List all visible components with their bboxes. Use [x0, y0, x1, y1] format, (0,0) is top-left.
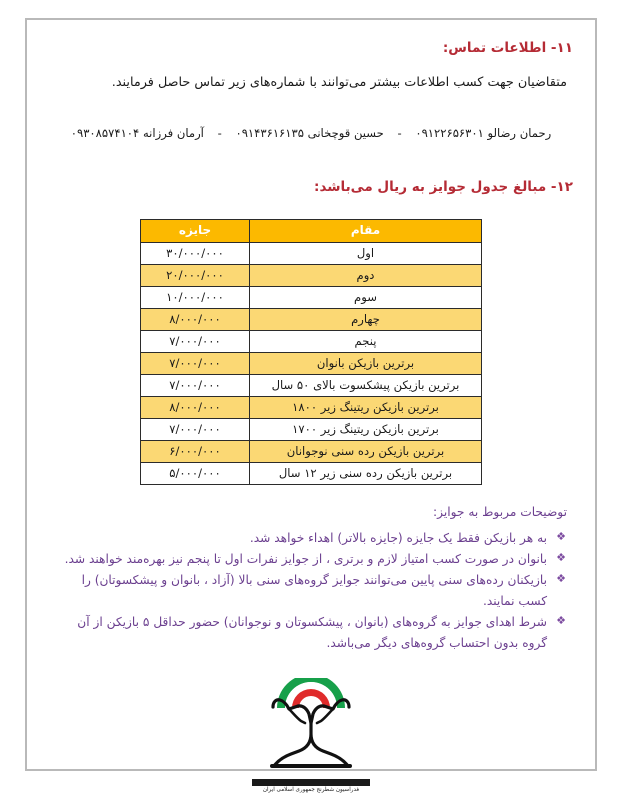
cell-prize: ۸/۰۰۰/۰۰۰ — [141, 308, 250, 330]
note-text: به هر بازیکن فقط یک جایزه (جایزه بالاتر) اهداء خواهد شد. — [249, 531, 547, 546]
contact-phone-2: ۰۹۱۴۳۶۱۶۱۳۵ — [235, 126, 304, 140]
cell-prize: ۶/۰۰۰/۰۰۰ — [141, 440, 250, 462]
diamond-bullet-icon: ❖ — [556, 530, 566, 544]
note-text: بانوان در صورت کسب امتیاز لازم و برتری ، از جوایز نفرات اول تا پنجم نیز بهره‌مند خواهند شد. — [64, 552, 547, 567]
list-item — [55, 528, 567, 549]
cell-position: برترین بازیکن ریتینگ زیر ۱۸۰۰ — [250, 396, 482, 418]
table-row — [141, 352, 482, 374]
logo-area — [49, 678, 573, 794]
list-item — [55, 549, 567, 570]
contact-name-1: رحمان رضالو — [487, 126, 552, 140]
prize-table — [140, 219, 482, 485]
logo-box — [236, 678, 386, 794]
diamond-bullet-icon: ❖ — [556, 614, 566, 628]
prize-table-body — [141, 242, 482, 484]
note-text: بازیکنان رده‌های سنی پایین می‌توانند جوایز گروه‌های سنی بالا (آزاد ، بانوان و پیشکسوتان) را کسب نمایند. — [81, 573, 547, 609]
contacts-line — [49, 124, 573, 143]
table-row — [141, 396, 482, 418]
table-row — [141, 286, 482, 308]
notes-list — [55, 528, 567, 654]
table-row — [141, 440, 482, 462]
diamond-bullet-icon: ❖ — [556, 572, 566, 586]
cell-prize: ۷/۰۰۰/۰۰۰ — [141, 352, 250, 374]
list-item — [55, 612, 567, 654]
logo-caption: فدراسیون شطرنج جمهوری اسلامی ایران — [262, 787, 360, 794]
table-row — [141, 418, 482, 440]
contact-phone-1: ۰۹۱۲۲۶۵۶۳۰۱ — [415, 126, 484, 140]
table-row — [141, 374, 482, 396]
cell-position: برترین بازیکن رده سنی زیر ۱۲ سال — [250, 462, 482, 484]
list-item — [55, 570, 567, 612]
cell-position: برترین بازیکن بانوان — [250, 352, 482, 374]
chess-federation-logo-icon — [243, 678, 379, 774]
section-12-heading: ۱۲- مبالغ جدول جوایز به ریال می‌باشد: — [314, 178, 573, 195]
spacer — [49, 143, 573, 177]
cell-position: دوم — [250, 264, 482, 286]
table-row — [141, 308, 482, 330]
contact-item-3 — [71, 126, 204, 140]
cell-position: برترین بازیکن رده سنی نوجوانان — [250, 440, 482, 462]
contact-name-3: آرمان فرزانه — [142, 126, 204, 140]
contact-separator-2: - — [217, 126, 222, 140]
page-content — [31, 22, 591, 794]
column-header-position: مقام — [250, 219, 482, 242]
prize-table-head — [141, 219, 482, 242]
table-row — [141, 264, 482, 286]
contact-name-2: حسین قوچخانی — [307, 126, 384, 140]
section-11-heading: ۱۱- اطلاعات تماس: — [442, 40, 573, 56]
contact-separator-1: - — [397, 126, 402, 140]
cell-position: برترین بازیکن پیشکسوت بالای ۵۰ سال — [250, 374, 482, 396]
prize-table-container — [49, 219, 573, 485]
logo-caption-bar — [252, 779, 370, 786]
table-row — [141, 330, 482, 352]
cell-position: سوم — [250, 286, 482, 308]
prize-notes-section — [49, 503, 573, 654]
cell-position: اول — [250, 242, 482, 264]
notes-title: توضیحات مربوط به جوایز: — [433, 504, 567, 519]
cell-prize: ۵/۰۰۰/۰۰۰ — [141, 462, 250, 484]
cell-prize: ۸/۰۰۰/۰۰۰ — [141, 396, 250, 418]
cell-prize: ۲۰/۰۰۰/۰۰۰ — [141, 264, 250, 286]
cell-position: چهارم — [250, 308, 482, 330]
cell-prize: ۳۰/۰۰۰/۰۰۰ — [141, 242, 250, 264]
cell-prize: ۷/۰۰۰/۰۰۰ — [141, 374, 250, 396]
cell-position: برترین بازیکن ریتینگ زیر ۱۷۰۰ — [250, 418, 482, 440]
cell-prize: ۷/۰۰۰/۰۰۰ — [141, 330, 250, 352]
note-text: شرط اهدای جوایز به گروه‌های (بانوان ، پیشکسوتان و نوجوانان) حضور حداقل ۵ بازیکن از آن گروه بدون احتساب گروه‌های دیگر می‌باشد. — [77, 615, 547, 651]
contact-phone-3: ۰۹۳۰۸۵۷۴۱۰۴ — [70, 126, 140, 140]
column-header-prize: جایزه — [141, 219, 250, 242]
table-header-row — [141, 219, 482, 242]
cell-prize: ۱۰/۰۰۰/۰۰۰ — [141, 286, 250, 308]
diamond-bullet-icon: ❖ — [556, 551, 566, 565]
cell-prize: ۷/۰۰۰/۰۰۰ — [141, 418, 250, 440]
contact-item-1 — [412, 126, 552, 140]
knight-pair-outline — [273, 700, 349, 766]
section-11-paragraph: متقاضیان جهت کسب اطلاعات بیشتر می‌توانند با شماره‌های زیر تماس حاصل فرمایند. — [111, 75, 567, 91]
table-row — [141, 242, 482, 264]
table-row — [141, 462, 482, 484]
contact-item-2 — [232, 126, 384, 140]
cell-position: پنجم — [250, 330, 482, 352]
